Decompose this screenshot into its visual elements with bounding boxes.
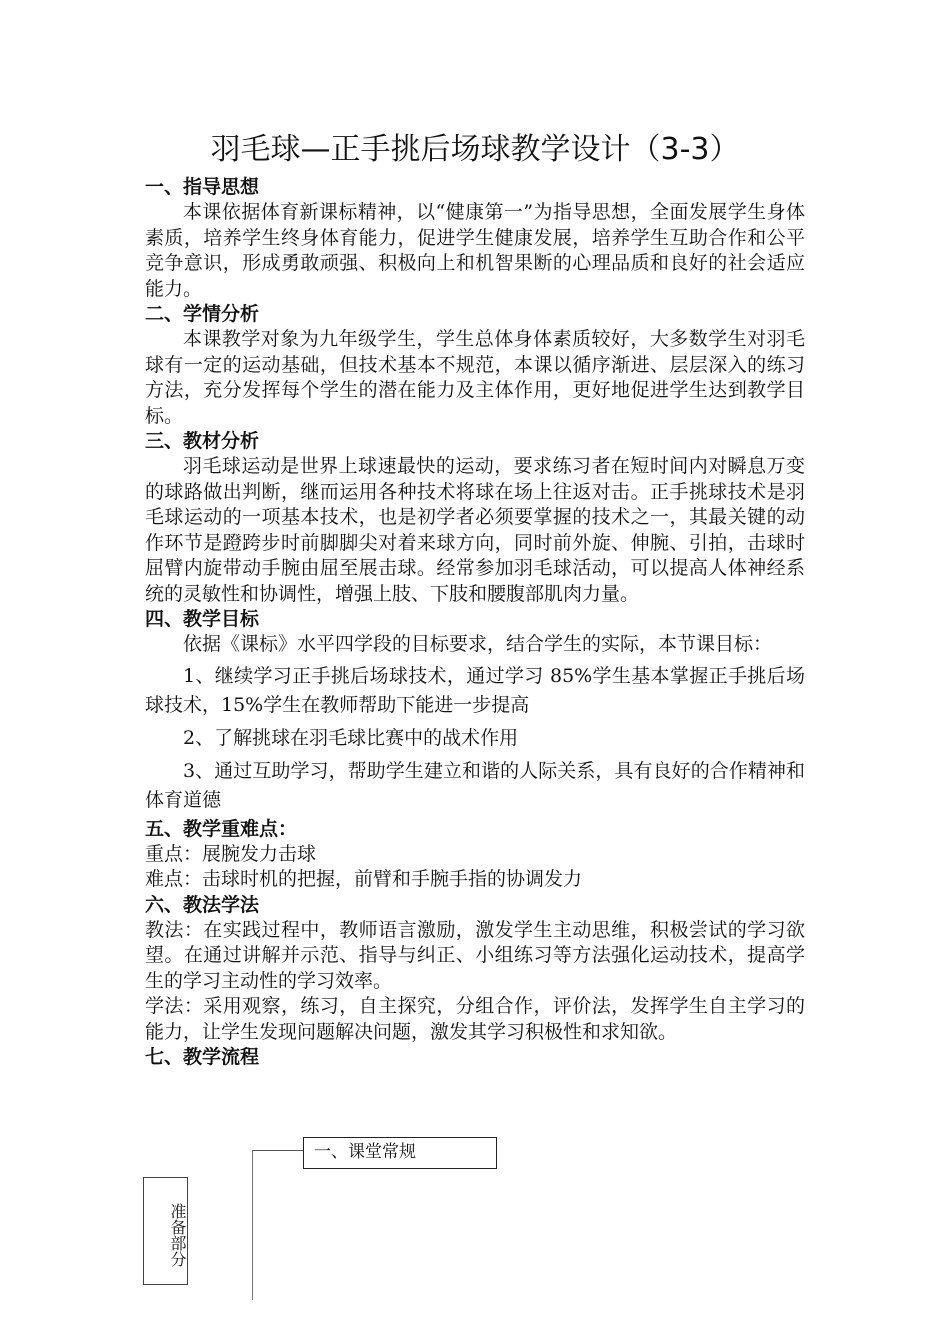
section-heading-student-analysis: 二、学情分析 bbox=[145, 303, 260, 325]
teaching-method: 教法：在实践过程中，教师语言激励，激发学生主动思维，积极尝试的学习欲望。在通过讲解并示范、指导与纠正、小组练习等方法强化运动技术，提高学生的学习主动性的学习效率。 bbox=[145, 918, 805, 992]
page-title: 羽毛球—正手挑后场球教学设计（3-3） bbox=[210, 132, 740, 167]
paragraph-goals-intro: 依据《课标》水平四学段的目标要求，结合学生的实际，本节课目标： bbox=[183, 633, 773, 655]
flow-side-label-preparation: 准备部分 bbox=[143, 1177, 188, 1285]
key-point: 重点：展腕发力击球 bbox=[145, 842, 317, 865]
section-heading-material-analysis: 三、教材分析 bbox=[145, 430, 260, 452]
paragraph-student-analysis: 本课教学对象为九年级学生，学生总体身体素质较好，大多数学生对羽毛球有一定的运动基础，但技术基本不规范，本课以循序渐进、层层深入的练习方法，充分发挥每个学生的潜在能力及主体作用，更好地促进学生达到教学目标。 bbox=[145, 328, 805, 427]
section-heading-teaching-flow: 七、教学流程 bbox=[145, 1046, 260, 1068]
difficult-point: 难点：击球时机的把握，前臂和手腕手指的协调发力 bbox=[145, 868, 583, 890]
section-heading-guiding-thought: 一、指导思想 bbox=[145, 176, 260, 198]
section-heading-teaching-goals: 四、教学目标 bbox=[145, 608, 260, 630]
goal-item: 1、继续学习正手挑后场球技术，通过学习 85%学生基本掌握正手挑后场球技术，15%学生在教师帮助下能进一步提高 bbox=[145, 664, 805, 716]
section-heading-methods: 六、教法学法 bbox=[145, 893, 260, 916]
flow-connector-vertical bbox=[252, 1150, 253, 1300]
section-heading-key-difficult: 五、教学重难点： bbox=[145, 817, 298, 840]
learning-method: 学法：采用观察，练习，自主探究，分组合作，评价法，发挥学生自主学习的能力，让学生发现问题解决问题，激发其学习积极性和求知欲。 bbox=[145, 995, 805, 1043]
document-body bbox=[145, 175, 805, 1070]
flow-box-class-routine: 一、课堂常规 bbox=[303, 1137, 497, 1169]
paragraph-material-analysis: 羽毛球运动是世界上球速最快的运动，要求练习者在短时间内对瞬息万变的球路做出判断，继而运用各种技术将球在场上往返对击。正手挑球技术是羽毛球运动的一项基本技术，也是初学者必须要掌握的技术之一，其最关键的动作环节是蹬跨步时前脚脚尖对着来球方向，同时前外旋、伸腕、引拍，击球时屈臂内旋带动手腕由屈至展击球。经常参加羽毛球活动，可以提高人体神经系统的灵敏性和协调性，增强上肢、下肢和腰腹部肌肉力量。 bbox=[145, 455, 805, 605]
flow-connector-horizontal bbox=[252, 1150, 303, 1151]
goal-item: 2、了解挑球在羽毛球比赛中的战术作用 bbox=[183, 726, 519, 749]
paragraph-guiding-thought: 本课依据体育新课标精神，以“健康第一”为指导思想，全面发展学生身体素质，培养学生终身体育能力，促进学生健康发展，培养学生互助合作和公平竞争意识，形成勇敢顽强、积极向上和机智果断的心理品质和良好的社会适应能力。 bbox=[145, 201, 805, 300]
goal-item: 3、通过互助学习，帮助学生建立和谐的人际关系，具有良好的合作精神和体育道德 bbox=[145, 759, 805, 811]
